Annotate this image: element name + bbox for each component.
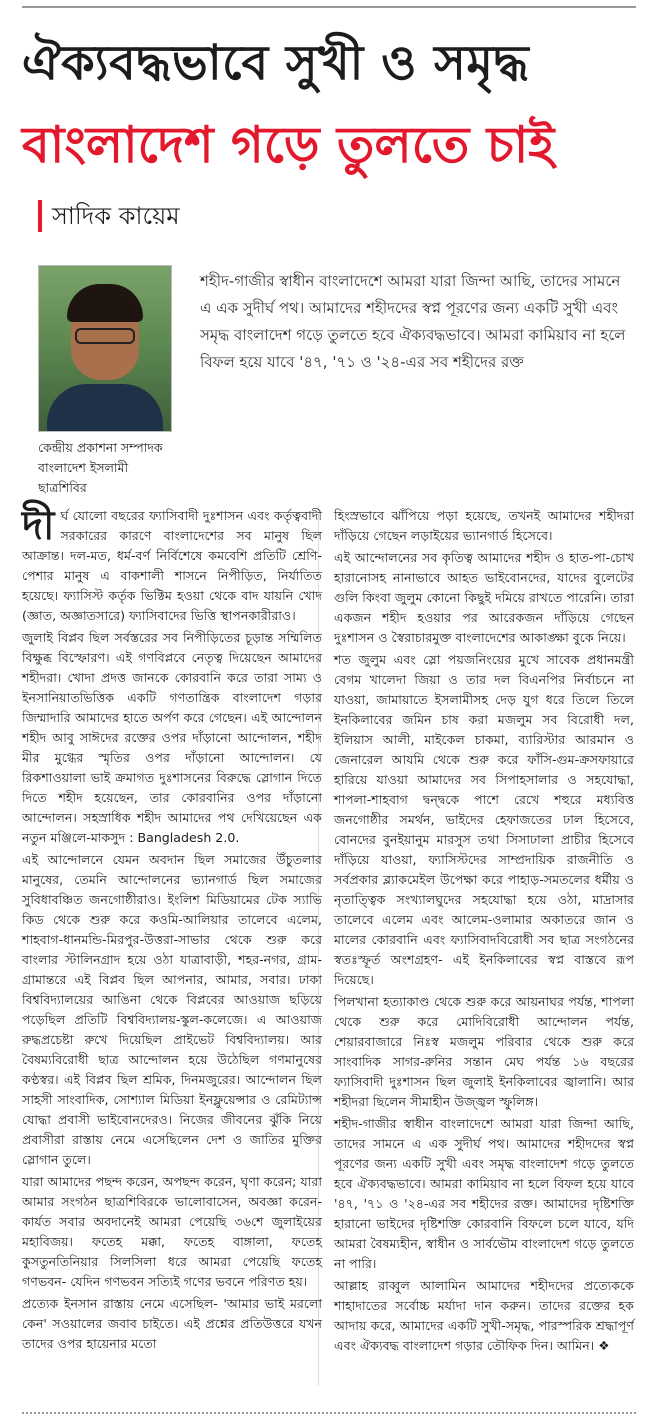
caption-line: কেন্দ্রীয় প্রকাশনা সম্পাদক xyxy=(38,440,163,455)
article-paragraph: হিংস্রভাবে ঝাঁপিয়ে পড়া হয়েছে, তখনই আমাদের শহীদরা দাঁড়িয়ে গেছেন লড়াইয়ের ভ্যানগার্ড হিসেবে। xyxy=(334,508,634,543)
top-rule xyxy=(22,6,636,8)
intro-text: শহীদ-গাজীর স্বাধীন বাংলাদেশে আমরা যারা জিন্দা আছি, তাদের সামনে এ এক সুদীর্ঘ পথ। আমাদের শহীদদের স্বপ্ন পূরণের জন্য একটি সুখী এবং সমৃদ্ধ বাংলাদেশ গড়ে তুলতে হবে ঐক্যবদ্ধভাবে। আমরা কামিয়াব না হলে বিফল হয়ে যাবে '৪৭, '৭১ ও '২৪-এর সব শহীদের রক্ত xyxy=(200,272,626,371)
article-column-left xyxy=(22,503,322,1356)
paragraph-text: র্ঘ যোলো বছরের ফ্যাসিবাদী দুঃশাসন এবং কর্তৃত্ববাদী সরকারের কারণে বাংলাদেশের সব মানুষ ছিল আক্রান্ত। দল-মত, ধর্ম-বর্ণ নির্বিশেষে কমবেশি প্রতিটি শ্রেণি-পেশার মানুষ এ বাকশালী শাসনে নিপীড়িত, নির্যাতিত হয়েছে। ফ্যাসিস্ট কর্তৃক ভিক্টিম হওয়া থেকে বাদ যায়নি খোদ (জ্ঞাত, অজ্ঞাতসারে) ফ্যাসিবাদের ভিত্তি স্থাপনকারীরাও। xyxy=(22,508,322,623)
article-paragraph: এই আন্দোলনে যেমন অবদান ছিল সমাজের উঁচুতলার মানুষের, তেমনি আন্দোলনের ভ্যানগার্ড ছিল সমাজের সুবিধাবঞ্চিত জনগোষ্ঠীরাও। ইংলিশ মিডিয়ামের টেক স্যাভি কিড থেকে শুরু করে কওমি-আলিয়ার তালেবে এলেম, শাহবাগ-ধানমন্ডি-মিরপুর-উত্তরা-সাভার থেকে শুরু করে বাংলার স্টালিনগ্রাদ হয়ে ওঠা যাত্রাবাড়ী, শহর-নগর, গ্রাম-গ্রামান্তরে এই বিপ্লব ছিল আপনার, আমার, সবার। ঢাকা বিশ্ববিদ্যালয়ের আঙিনা থেকে বিপ্লবের আওয়াজ ছড়িয়ে পড়েছিল প্রতিটি বিশ্ববিদ্যালয়-স্কুল-কলেজে। এ আওয়াজ রুদ্ধপ্রচেষ্টা রুখে দিয়েছিল প্রাইভেট বিশ্ববিদ্যালয়। আর বৈষম্যবিরোধী ছাত্র আন্দোলন হয়ে উঠেছিল গণমানুষের কণ্ঠস্বর। এই বিপ্লব ছিল শ্রমিক, দিনমজুরের। আন্দোলন ছিল সাহসী সাংবাদিক, সোশ্যাল মিডিয়া ইনফ্লুয়েন্সার ও রেমিট্যান্স যোদ্ধা প্রবাসী ভাইবোনদেরও। নিজের জীবনের ঝুঁকি নিয়ে প্রবাসীরা রাস্তায় নেমে এসেছিলেন দেশ ও জাতির মুক্তির স্লোগান তুলে। xyxy=(22,852,322,1167)
article-paragraph: পিলখানা হত্যাকাণ্ড থেকে শুরু করে আয়নাঘর পর্যন্ত, শাপলা থেকে শুরু করে মোদিবিরোধী আন্দোলন পর্যন্ত, শেয়ারবাজারে নিঃস্ব মজলুম পরিবার থেকে শুরু করে সাংবাদিক সাগর-রুনির সন্তান মেঘ পর্যন্ত ১৬ বছরের ফ্যাসিবাদী দুঃশাসন ছিল জুলাই ইনকিলাবের জ্বালানি। আর শহীদরা ছিলেন সীমাহীন উজ্জ্বল স্ফুলিঙ্গ। xyxy=(334,994,634,1109)
caption-line: ছাত্রশিবির xyxy=(38,480,87,495)
author-caption xyxy=(38,438,198,498)
headline-line-1: ঐক্যবদ্ধভাবে সুখী ও সমৃদ্ধ xyxy=(22,35,530,91)
photo-glasses-shape xyxy=(75,328,135,344)
article-paragraph xyxy=(22,503,322,626)
article-paragraph: প্রত্যেক ইনসান রাস্তায় নেমে এসেছিল- 'আমার ভাই মরলো কেন' সওয়ালের জবাব চাইতে। এই প্রশ্নের প্রতিউত্তরে যখন তাদের ওপর হায়েনার মতো xyxy=(22,1296,322,1351)
intro-pullquote xyxy=(200,268,628,376)
article-column-right xyxy=(334,506,634,1358)
photo-hair-shape xyxy=(67,284,143,322)
bottom-rule xyxy=(22,1412,636,1414)
dropcap: দী xyxy=(22,503,55,549)
article-paragraph: এই আন্দোলনের সব কৃতিত্ব আমাদের শহীদ ও হাত-পা-চোখ হারানোসহ নানাভাবে আহত ভাইবোনদের, যাদের বুলেটের গুলি কিংবা জুলুম কোনো কিছুই দমিয়ে রাখতে পারেনি। তারা একজন শহীদ হওয়ার পর আরেকজন দাঁড়িয়ে গেছেন দুঃশাসন ও স্বৈরাচারমুক্ত বাংলাদেশের আকাঙ্ক্ষা বুকে নিয়ে। xyxy=(334,550,634,645)
headline-line-2: বাংলাদেশ গড়ে তুলতে চাই xyxy=(22,116,555,174)
caption-line: বাংলাদেশ ইসলামী xyxy=(38,460,129,475)
author-accent-bar xyxy=(38,200,42,232)
author-name: সাদিক কায়েম xyxy=(52,202,180,230)
article-paragraph: আল্লাহ রাব্বুল আলামিন আমাদের শহীদদের প্রত্যেককে শাহাদাতের সর্বোচ্চ মর্যাদা দান করুন। তাদের রক্তের হক আদায় করে, আমাদের একটি সুখী-সমৃদ্ধ, পারস্পরিক শ্রদ্ধাপূর্ণ এবং ঐক্যবদ্ধ বাংলাদেশ গড়ার তৌফিক দিন। আমিন। ❖ xyxy=(334,1278,634,1353)
author-photo xyxy=(38,265,172,432)
article-paragraph: জুলাই বিপ্লব ছিল সর্বস্তরের সব নিপীড়িতের চূড়ান্ত সম্মিলিত বিক্ষুব্ধ বিস্ফোরণ। এই গণবিপ্লবে নেতৃত্ব দিয়েছেন আমাদের শহীদরা। খোদা প্রদত্ত জানকে কোরবানি করে তারা সাম্য ও ইনসানিয়াতভিত্তিক একটি গণতান্ত্রিক বাংলাদেশ গড়ার জিম্মাদারি আমাদের হাতে অর্পণ করে গেছেন। এই আন্দোলন শহীদ আবু সাঈদের রক্তের ওপর দাঁড়ানো আন্দোলন, শহীদ মীর মুগ্ধের স্মৃতির ওপর দাঁড়ানো আন্দোলন। যে রিকশাওয়ালা ভাই ক্রমাগত দুঃশাসনের বিরুদ্ধে স্লোগান দিতে দিতে শহীদ হয়েছেন, তার কোরবানির ওপর দাঁড়ানো আন্দোলন। সহস্রাধিক শহীদ আমাদের পথ দেখিয়েছেন এক নতুন মঞ্জিলে-মাকসুদ : Bangladesh 2.0. xyxy=(22,630,322,845)
photo-body-shape xyxy=(47,384,163,432)
article-paragraph: যারা আমাদের পছন্দ করেন, অপছন্দ করেন, ঘৃণা করেন; যারা আমার সংগঠন ছাত্রশিবিরকে ভালোবাসেন, অবজ্ঞা করেন- কার্যত সবার অবদানেই আমরা পেয়েছি ৩৬শে জুলাইয়ের মহাবিজয়। ফতেহ মক্কা, ফতেহ বাঙ্গালা, ফতেহ কুসতুনতিনিয়ার সিলসিলা ধরে আমরা পেয়েছি ফতেহ গণভবন- যেদিন গণভবন সত্যিই গণের ভবনে পরিণত হয়। xyxy=(22,1174,322,1289)
article-paragraph: শত জুলুম এবং স্লো পয়জনিংয়ের মুখে সাবেক প্রধানমন্ত্রী বেগম খালেদা জিয়া ও তার দল বিএনপির নির্বাচনে না যাওয়া, জামায়াতে ইসলামীসহ দেড় যুগ ধরে তিলে তিলে ইনকিলাবের জমিন চাষ করা মজলুম সব বিরোধী দল, ইলিয়াস আলী, মাইকেল চাকমা, ব্যারিস্টার আরমান ও জেনারেল আযমি থেকে শুরু করে ফাঁসি-গুম-ক্রসফায়ারে হারিয়ে যাওয়া আমাদের সব সিপাহসালার ও সহযোদ্ধা, শাপলা-শাহবাগ দ্বন্দ্বকে পাশে রেখে শহুরে মধ্যবিত্ত জনগোষ্ঠীর সমর্থন, ভাইদের হেফাজতের ঢাল হিসেবে, বোনদের বুনইয়ানুম মারসুস তথা সিসাঢালা প্রাচীর হিসেবে দাঁড়িয়ে যাওয়া, ফ্যাসিস্টদের সাম্প্রদায়িক রাজনীতি ও সর্বপ্রকার ব্ল্যাকমেইল উপেক্ষা করে পাহাড়-সমতলের ধর্মীয় ও নৃতাত্ত্বিক সংখ্যালঘুদের সহযোদ্ধা হয়ে ওঠা, মাদ্রাসার তালেবে এলেম এবং আলেম-ওলামার অকাতরে জান ও মালের কোরবানি এবং ফ্যাসিবাদবিরোধী সব ছাত্র সংগঠনের স্বতঃস্ফূর্ত অংশগ্রহণ- এই ইনকিলাবের স্বপ্ন বাস্তবে রূপ দিয়েছে। xyxy=(334,652,634,987)
article-paragraph: শহীদ-গাজীর স্বাধীন বাংলাদেশে আমরা যারা জিন্দা আছি, তাদের সামনে এ এক সুদীর্ঘ পথ। আমাদের শহীদদের স্বপ্ন পূরণের জন্য একটি সুখী এবং সমৃদ্ধ বাংলাদেশ গড়ে তুলতে হবে ঐক্যবদ্ধভাবে। আমরা কামিয়াব না হলে বিফল হয়ে যাবে '৪৭, '৭১ ও '২৪-এর সব শহীদের রক্ত। আমাদের দৃষ্টিশক্তি হারানো ভাইদের দৃষ্টিশক্তি কোরবানি বিফলে চলে যাবে, যদি আমরা বৈষম্যহীন, স্বাধীন ও সার্বভৌম বাংলাদেশ গড়ে তুলতে না পারি। xyxy=(334,1116,634,1271)
